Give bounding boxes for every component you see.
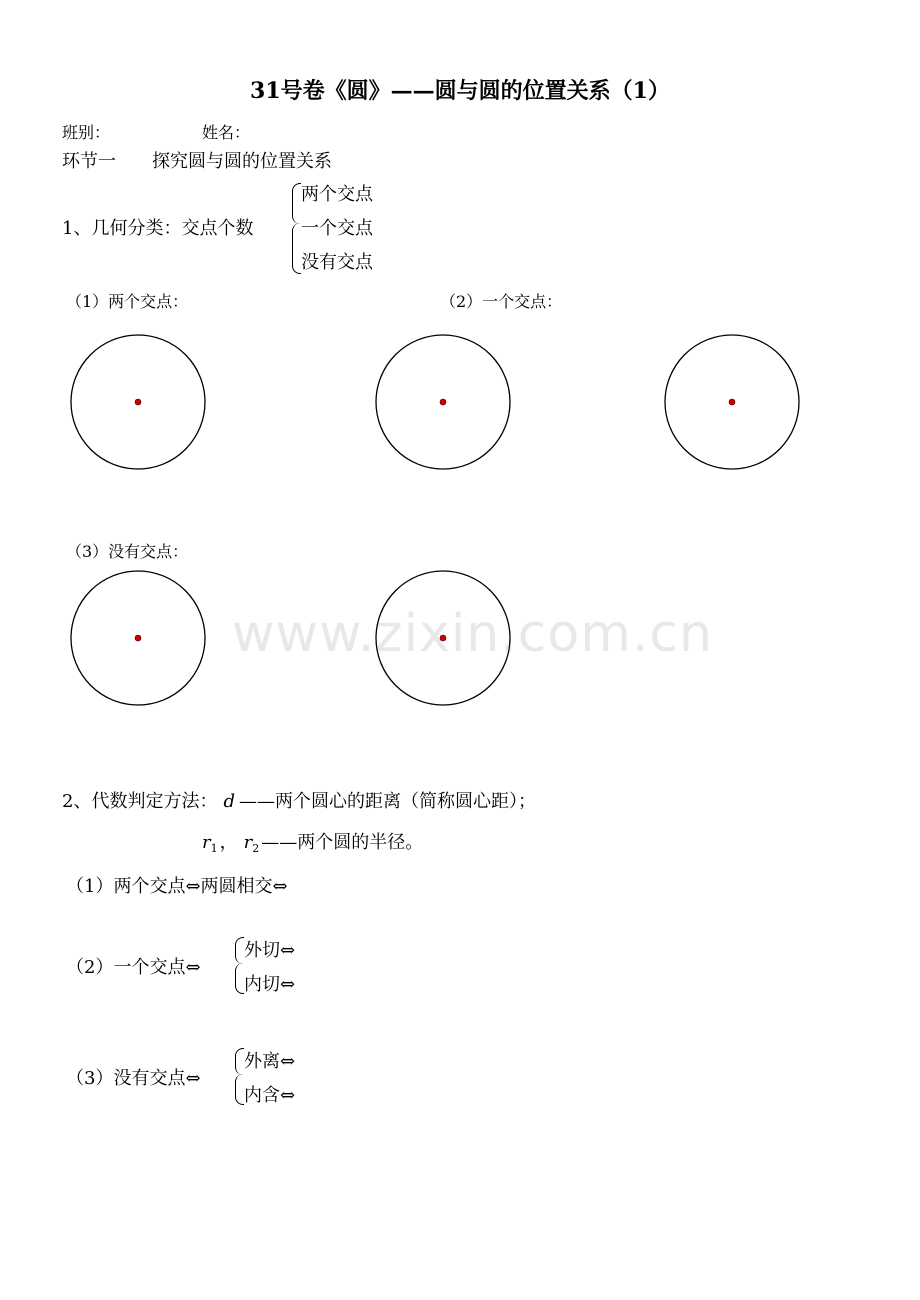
algebra-case1: （1）两个交点⇔两圆相交⇔ xyxy=(66,876,288,897)
case3-brace-upper xyxy=(235,1048,244,1075)
item1-geometric-classification: 1、几何分类：交点个数 xyxy=(62,218,254,239)
class-label: 班别： xyxy=(62,123,111,142)
algebra-case2-prefix: （2）一个交点⇔ xyxy=(66,957,201,978)
item2-algebraic-method xyxy=(62,787,536,813)
radius-definition xyxy=(202,828,423,854)
algebra-case3-prefix: （3）没有交点⇔ xyxy=(66,1068,201,1089)
d-symbol: d xyxy=(223,791,235,812)
section1-heading: 环节一 探究圆与圆的位置关系 xyxy=(62,151,332,172)
item2-prefix: 2、代数判定方法： xyxy=(62,791,218,812)
watermark: www.zixin.com.cn xyxy=(232,604,713,664)
circle-2-center xyxy=(440,399,446,405)
d-description: ——两个圆心的距离（简称圆心距）； xyxy=(238,791,536,812)
circle-3-center xyxy=(729,399,735,405)
brace-option-one-point: 一个交点 xyxy=(301,218,373,239)
case1-label: （1）两个交点： xyxy=(66,292,189,311)
case3-brace-lower xyxy=(235,1074,244,1105)
case2-internal-tangent: 内切⇔ xyxy=(244,974,296,995)
case3-separate: 外离⇔ xyxy=(244,1051,296,1072)
case2-brace-upper xyxy=(235,937,244,964)
r1-symbol: r xyxy=(202,832,211,853)
case2-label: （2）一个交点： xyxy=(440,292,563,311)
case2-external-tangent: 外切⇔ xyxy=(244,940,296,961)
circle-4 xyxy=(71,571,205,705)
r1-subscript: 1 xyxy=(210,842,218,855)
circle-2 xyxy=(376,335,510,469)
name-label: 姓名： xyxy=(202,123,251,142)
case3-contained: 内含⇔ xyxy=(244,1085,296,1106)
brace-option-no-point: 没有交点 xyxy=(301,252,373,273)
circle-4-center xyxy=(135,635,141,641)
page-title: 31号卷《圆》——圆与圆的位置关系（1） xyxy=(250,78,670,104)
r-description: ——两个圆的半径。 xyxy=(261,832,424,853)
case2-brace-lower xyxy=(235,963,244,994)
circle-3 xyxy=(665,335,799,469)
circle-1-center xyxy=(135,399,141,405)
case3-label: （3）没有交点： xyxy=(66,542,189,561)
brace-option-two-points: 两个交点 xyxy=(301,184,373,205)
r-separator: ， xyxy=(219,832,238,853)
r2-subscript: 2 xyxy=(252,842,260,855)
r2-symbol: r xyxy=(243,832,253,853)
circle-1 xyxy=(71,335,205,469)
